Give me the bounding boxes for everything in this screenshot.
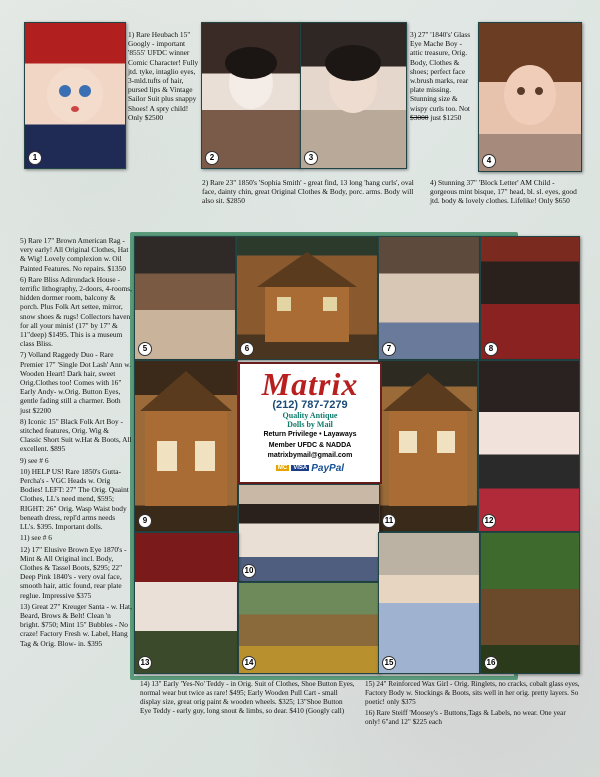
item-4-description: 4) Stunning 37" 'Block Letter' AM Child - gorgeous mint bisque, 17" head, bl. sl. eyes, good jtd. body & lovely clothes. Lifelike! Only $650 (430, 178, 577, 206)
photo-number: 6 (240, 342, 254, 356)
photo-7-raggedy-duo (378, 236, 480, 360)
item-13-description: 13) Great 27" Kreuger Santa - w. Hat, Beard, Brows & Belt! Clean 'n bright. $750; Mint 15" Bubbles - No craze! Factory Fresh w. Label, Hang Tag & Orig. Blow- in. $395 (20, 601, 132, 648)
item-11-description: 11) see # 6 (20, 533, 52, 543)
dollhouse-illustration (237, 237, 377, 359)
photo-number: 8 (484, 342, 498, 356)
photo-number: 4 (482, 154, 496, 168)
photo-1-googly (24, 22, 126, 169)
photo-number: 7 (382, 342, 396, 356)
item-5-description: 5) Rare 17" Brown American Rag - very early! All Original Clothes, Hat & Wig! Lovely complexion w. Oil Painted Features. No repairs. $1350 (20, 236, 129, 273)
item-1-description: 1) Rare Heubach 15" Googly - important '8555' UFDC winner Comic Character! Fully jtd. tyke, intaglio eyes, 3-mld.tufts of hair, pursed lips & Vintage Sailor Suit plus snappy Shoes! A spry child! Only $2500 (128, 30, 199, 122)
phone-number: (212) 787-7279 (272, 399, 348, 411)
dollhouse-porch-illustration (379, 361, 477, 531)
paypal-icon: PayPal (311, 462, 345, 474)
photo-3-mache-boy (300, 22, 407, 169)
photo-number: 9 (138, 514, 152, 528)
photo-5-rag-doll (134, 236, 236, 360)
item-8-description: 8) Iconic 15" Black Folk Art Boy - stitched features, Orig. Wig & Classic Short Suit w.Hat & Boots, All excellent. $895 (20, 416, 132, 454)
visa-icon: VISA (293, 464, 308, 471)
photo-4-am-child (478, 22, 582, 172)
item-12-description: 12) 17" Elusive Brown Eye 1870's - Mint & All Original incl. Body, Clothes & Tassel Boots, $295; 22" Deep Pink 1840's - very oval face, smooth hair, attic found, rear plate reglue. Impressive $375 (20, 544, 127, 600)
item-16-description: 16) Rare Steiff 'Moosey's - Buttons,Tags & Labels, no wear. One year only! 6"and 12" $225 each (365, 709, 566, 726)
photo-8-folk-art-boy (480, 236, 580, 360)
photo-10-gutta-percha (238, 484, 380, 582)
item-15-16-descriptions (365, 680, 580, 727)
photo-number: 11 (382, 514, 396, 528)
mache-boy-illustration (301, 23, 406, 168)
photo-6-bliss-house (236, 236, 378, 360)
photo-number: 12 (482, 514, 496, 528)
payment-methods (240, 463, 380, 474)
item-15-description: 15) 24" Reinforced Wax Girl - Orig. Ringlets, no cracks, cobalt glass eyes, Factory Body w. Stockings & Boots, sits well in her orig. pretty layers. So poetic! only $375 (365, 680, 580, 706)
photo-number: 10 (242, 564, 256, 578)
membership: Member UFDC & NADDA (268, 441, 352, 449)
photo-number: 16 (484, 656, 498, 670)
mastercard-icon: MC (277, 464, 288, 471)
photo-16-steiff-moose (480, 532, 580, 674)
googly-doll-illustration (25, 23, 125, 168)
photo-12-china-dolls (478, 360, 580, 532)
photo-14-teddies-cart (238, 582, 380, 674)
photo-number: 3 (304, 151, 318, 165)
item-6-description: 6) Rare Bliss Adirondack House - terrific lithography, 2-doors, 4-rooms, hidden dormer room, balcony & porch. Plus Folk Art settee, mirror, snow shoes & rugs! Collectors haven for all your minis! (17" by 17" & 11"deep) $1495. This is a museum class Bliss. (20, 274, 132, 349)
tagline-1: Quality Antique (282, 411, 338, 420)
item-9-description: 9) see # 6 (20, 455, 49, 465)
bisque-child-illustration (479, 23, 581, 171)
photo-13-santa-bubbles (134, 532, 238, 674)
photo-2-sophia-smith (201, 22, 301, 169)
left-column-descriptions (20, 236, 132, 650)
return-privilege: Return Privilege • Layaways (263, 431, 357, 438)
matrix-advertisement (238, 362, 382, 484)
photo-number: 14 (242, 656, 256, 670)
photo-9-bliss-house (134, 360, 238, 532)
tagline-2: Dolls by Mail (287, 420, 333, 429)
photo-15-wax-girl (378, 532, 480, 674)
item-10-description: 10) HELP US! Rare 1850's Gutta-Percha's - VGC Heads w. Orig Bodies! LEFT: 27" The Orig. Quaint Clothes, LL's need mend, $595; RIGHT: 26" Orig. Wasp Waist body beneath dress, repl'd arms needs LL's. $395. Important dolls. (20, 466, 129, 532)
item-7-description: 7) Volland Raggedy Duo - Rare Premier 17" 'Single Dot Lash' Ann w. Wooden Heart! Dark hair, sweet Orig.Clothes too! Comes with 16" Early Andy- w.Orig. Button Eyes, gentle fading still a charmer. Both just $2200 (20, 350, 131, 415)
photo-number: 13 (138, 656, 152, 670)
matrix-logo: Matrix (261, 366, 359, 402)
photo-number: 15 (382, 656, 396, 670)
china-doll-illustration (202, 23, 300, 168)
photo-number: 1 (28, 151, 42, 165)
photo-number: 5 (138, 342, 152, 356)
item-2-description: 2) Rare 23" 1850's 'Sophia Smith' - great find, 13 long 'hang curls', oval face, dainty chin, great Original Clothes & Body, porc. arms. Body will also sit. $2850 (202, 178, 414, 206)
item-14-description: 14) 13" Early 'Yes-No' Teddy - in Orig. Suit of Clothes, Shoe Button Eyes, normal wear but twice as rare! $495; Early Wooden Pull Cart - small display size, great orig paint & wooden wheels. $325; 13"Shoe Button Eye Teddy - early guy, long snout & limbs, so dear. $410 (Googly call) (140, 680, 355, 715)
photo-number: 2 (205, 151, 219, 165)
item-3-description: 3) 27" '1840's' Glass Eye Mache Boy - attic treasure, Orig. Body, Clothes & shoes; perfect face w.brush marks, rear plate missing. Stunning size & wispy curls too. Not $3000 just $1250 (410, 30, 471, 122)
photo-11-bliss-house (378, 360, 478, 532)
email-link[interactable]: matrixbymail@gmail.com (267, 452, 353, 459)
dollhouse-interior-illustration (135, 361, 237, 531)
